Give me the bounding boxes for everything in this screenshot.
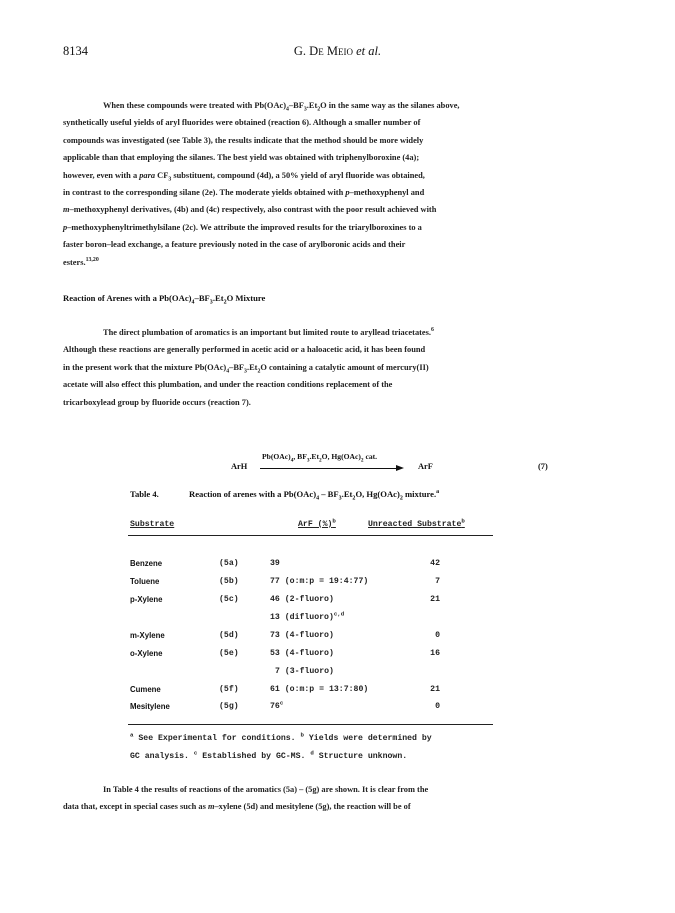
column-header-unreacted: Unreacted Substrate$^b$ [368, 517, 465, 529]
paragraph-line: compounds was investigated (see Table 3), the results indicate that the method should be more widely [63, 135, 424, 145]
paragraph-1 [63, 97, 628, 271]
reaction-product: ArF [418, 462, 433, 471]
paragraph-line: however, even with a para $CF_3$ substituent, compound (4d), a 50% yield of aryl fluoride was obtained, [63, 170, 425, 183]
paragraph-line: esters.$^{13,20}$ [63, 256, 99, 267]
paragraph-line: in contrast to the corresponding silane (2e). The moderate yields obtained with p–methoxyphenyl and [63, 188, 425, 198]
paragraph-2 [63, 324, 628, 411]
paragraph-line: In Table 4 the results of reactions of the aromatics (5a) – (5g) are shown. It is clear from the [103, 785, 429, 794]
paragraph-line: faster boron–lead exchange, a feature previously noted in the case of arylboronic acids and their [63, 240, 406, 250]
table-footnote-line: $^a$ See Experimental for conditions. $^b$ Yields were determined by [130, 731, 432, 743]
paragraph-3 [63, 781, 628, 816]
running-header [0, 44, 675, 59]
reaction-number: (7) [538, 462, 548, 471]
paragraph-line: The direct plumbation of aromatics is an important but limited route to aryllead triacetates.$^6$ [103, 327, 434, 337]
column-header-arf: ArF (%)$^b$ [298, 517, 336, 529]
author-etal: et al. [356, 44, 382, 58]
paragraph-line: Although these reactions are generally performed in acetic acid or a haloacetic acid, it has been found [63, 345, 426, 355]
paragraph-line: acetate will also effect this plumbation, and under the reaction conditions replacement of the [63, 380, 393, 390]
table-header-rule [128, 535, 493, 536]
table-caption: Reaction of arenes with a $Pb(OAc)_4 - BF_3.Et_2O$, $Hg(OAc)_2$ mixture.$^a$ [189, 489, 440, 502]
paragraph-line: in the present work that the mixture $Pb(OAc)_4-BF_3.Et_2O$ containing a catalytic amount of mercury(II) [63, 362, 429, 375]
paragraph-line: applicable than that employing the silanes. The best yield was obtained with triphenylboroxine (4a); [63, 153, 420, 163]
paragraph-line: When these compounds were treated with $Pb(OAc)_4-BF_3.Et_2O$ in the same way as the silanes above, [103, 101, 460, 113]
table-bottom-rule [128, 724, 493, 725]
paragraph-line: p–methoxyphenyltrimethylsilane (2c). We attribute the improved results for the triarylboroxines to a [63, 222, 422, 232]
paragraph-line: tricarboxylead group by fluoride occurs (reaction 7). [63, 397, 251, 407]
paragraph-line: m–methoxyphenyl derivatives, (4b) and (4c) respectively, also contrast with the poor result achieved with [63, 205, 437, 215]
table-label: Table 4. [130, 489, 159, 499]
page-number: 8134 [63, 44, 88, 58]
author-name: G. De Meio [293, 44, 353, 58]
table-footnote-line: GC analysis. $^c$ Established by GC-MS. $^d$ Structure unknown. [130, 749, 408, 761]
reaction-arrowhead [396, 465, 404, 471]
reaction-reactant: ArH [231, 462, 248, 471]
reaction-reagents: $Pb(OAc)_4$, $BF_3.Et_2O$, $Hg(OAc)_2$ cat. [262, 452, 378, 464]
column-header-substrate: Substrate [130, 520, 175, 529]
section-heading: Reaction of Arenes with a $Pb(OAc)_4-BF_3.Et_2O$ Mixture [63, 293, 266, 306]
paragraph-line: synthetically useful yields of aryl fluorides were obtained (reaction 6). Although a smaller number of [63, 118, 421, 128]
reaction-arrow [260, 468, 400, 469]
paragraph-line: data that, except in special cases such as m–xylene (5d) and mesitylene (5g), the reaction will be of [63, 802, 411, 812]
